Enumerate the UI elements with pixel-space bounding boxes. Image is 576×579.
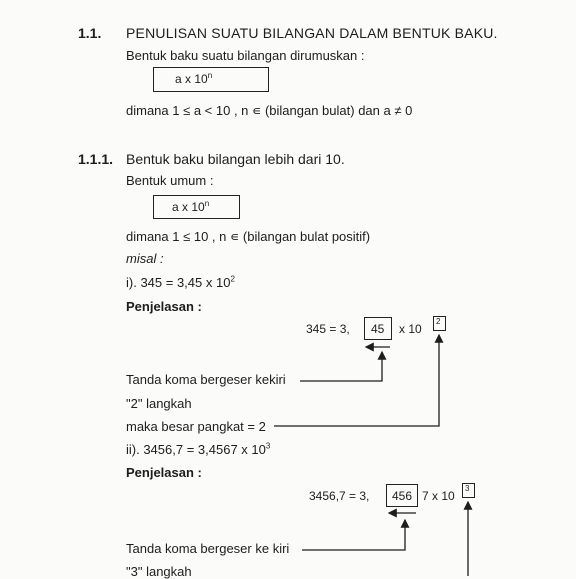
example-1-statement-base: i). 345 = 3,45 x 10 bbox=[126, 275, 231, 290]
note-1-line-3: maka besar pangkat = 2 bbox=[126, 419, 266, 434]
example-2-statement-exponent: 3 bbox=[265, 441, 271, 451]
section-intro: Bentuk baku suatu bilangan dirumuskan : bbox=[126, 48, 365, 63]
section-title: PENULISAN SUATU BILANGAN DALAM BENTUK BAKU. bbox=[126, 25, 498, 41]
note-2-line-1: Tanda koma bergeser ke kiri bbox=[126, 541, 290, 556]
diagram-2-times: 7 x 10 bbox=[422, 489, 455, 503]
note-1-line-2: "2" langkah bbox=[126, 396, 192, 411]
section-number: 1.1. bbox=[78, 25, 102, 41]
subsection-title: Bentuk baku bilangan lebih dari 10. bbox=[126, 151, 345, 167]
example-2-statement-base: ii). 3456,7 = 3,4567 x 10 bbox=[126, 442, 266, 457]
example-1-note-connector bbox=[300, 352, 382, 381]
diagram-1-times: x 10 bbox=[399, 322, 422, 336]
explanation-label-2: Penjelasan : bbox=[126, 465, 202, 480]
diagram-1-exponent: 2 bbox=[436, 317, 441, 326]
general-condition-text: dimana 1 ≤ 10 , n ∊ (bilangan bulat positif) bbox=[126, 229, 371, 244]
diagram-1-left: 345 = 3, bbox=[306, 322, 350, 336]
diagram-1-digits: 45 bbox=[371, 322, 385, 336]
explanation-label-1: Penjelasan : bbox=[126, 299, 202, 314]
note-1-line-1: Tanda koma bergeser kekiri bbox=[126, 372, 286, 387]
diagram-2-exponent: 3 bbox=[465, 484, 470, 493]
example-1-statement-exponent: 2 bbox=[230, 274, 235, 284]
formula-base: a x 10 bbox=[175, 72, 208, 86]
subsection-number: 1.1.1. bbox=[78, 151, 114, 167]
note-2-line-2: "3" langkah bbox=[126, 564, 192, 579]
example-label: misal : bbox=[126, 251, 164, 266]
general-form-label: Bentuk umum : bbox=[126, 173, 214, 188]
diagram-2-left: 3456,7 = 3, bbox=[309, 489, 370, 503]
diagram-2-digits: 456 bbox=[392, 489, 413, 503]
general-formula-exponent: n bbox=[204, 199, 210, 208]
general-formula-base: a x 10 bbox=[172, 200, 205, 214]
example-2-note-connector bbox=[302, 520, 405, 550]
condition-text: dimana 1 ≤ a < 10 , n ∊ (bilangan bulat) dan a ≠ 0 bbox=[126, 103, 413, 118]
formula-exponent: n bbox=[207, 71, 213, 80]
